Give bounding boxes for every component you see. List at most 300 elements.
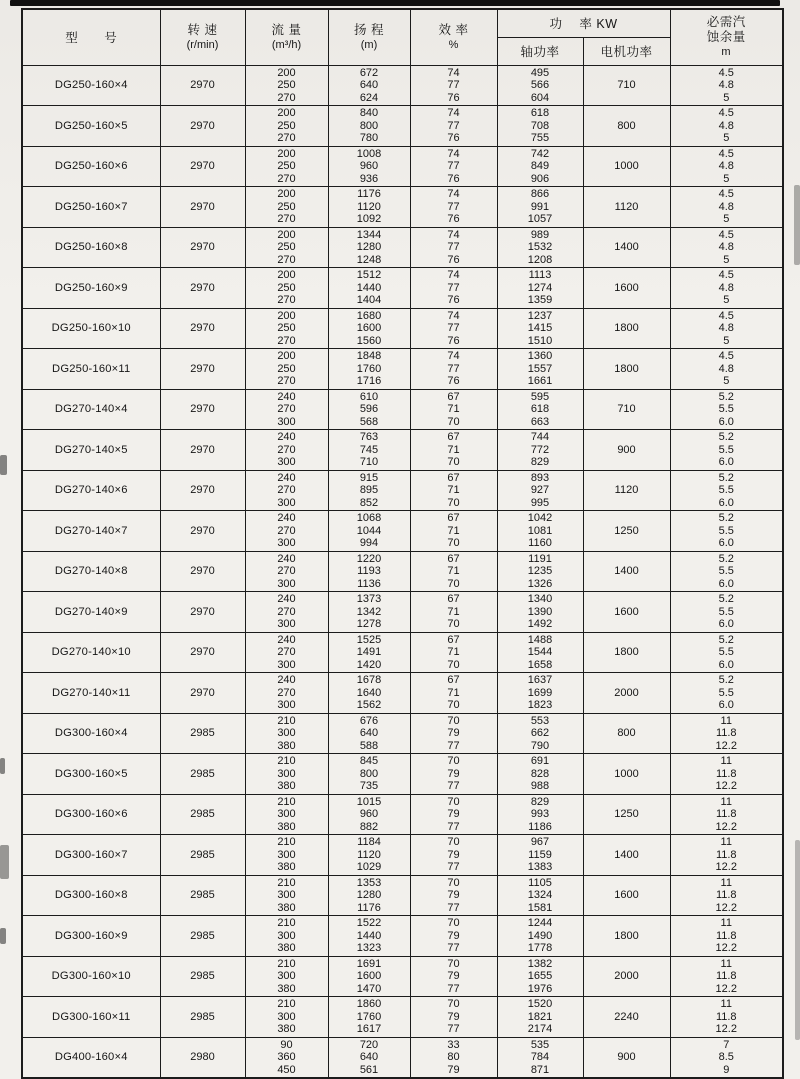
table-row: [22, 956, 783, 997]
shaft-value: 618: [530, 107, 550, 119]
shaft-value: 708: [530, 119, 550, 132]
eff-value: 33: [447, 1038, 460, 1051]
flow-value: 240: [277, 633, 296, 646]
table-row: [22, 511, 783, 552]
cell-npsh: [670, 835, 783, 876]
shaft-value: 2174: [527, 1023, 553, 1035]
shaft-value: 1557: [527, 362, 553, 375]
cell-speed: 2970: [160, 592, 245, 633]
header-head-label: 扬 程: [354, 22, 384, 37]
npsh-value: 4.5: [718, 107, 734, 119]
head-value: 1680: [356, 309, 382, 322]
shaft-value: 1490: [527, 929, 553, 942]
eff-value: 77: [447, 160, 460, 172]
cell-npsh: [670, 470, 783, 511]
npsh-value: 5.5: [718, 605, 734, 618]
cell-head: [328, 65, 410, 106]
eff-value: 76: [447, 253, 460, 266]
eff-value: 77: [447, 1023, 460, 1035]
head-value: 1678: [356, 674, 382, 686]
header-head-unit: (m): [360, 38, 378, 51]
eff-value: 77: [447, 241, 460, 253]
head-value: 1491: [356, 646, 382, 658]
cell-shaft-power: [497, 794, 583, 835]
head-value: 640: [359, 1051, 379, 1063]
npsh-value: 4.8: [718, 200, 734, 213]
cell-motor-power: 2240: [583, 997, 670, 1038]
cell-shaft-power: [497, 146, 583, 187]
cell-motor-power: 1800: [583, 349, 670, 390]
cell-speed: 2980: [160, 1037, 245, 1078]
flow-value: 270: [277, 484, 296, 496]
cell-speed: 2970: [160, 470, 245, 511]
npsh-value: 11: [720, 876, 732, 889]
npsh-value: 5.2: [718, 552, 734, 565]
eff-value: 70: [447, 456, 460, 468]
npsh-value: 4.5: [718, 269, 734, 281]
shaft-value: 1415: [527, 322, 553, 334]
head-value: 720: [359, 1038, 379, 1051]
header-shaft-power: [497, 37, 583, 65]
head-value: 800: [359, 119, 379, 132]
table-row: [22, 106, 783, 147]
table-row: [22, 673, 783, 714]
scan-artifact-smudge: [795, 840, 800, 1040]
eff-value: 70: [447, 795, 460, 808]
head-value: 840: [359, 107, 379, 119]
cell-npsh: [670, 713, 783, 754]
flow-value: 210: [277, 876, 296, 889]
head-value: 1184: [357, 836, 381, 848]
head-value: 1404: [356, 294, 382, 306]
head-value: 1440: [356, 281, 382, 294]
flow-value: 270: [277, 213, 296, 225]
header-model: [22, 9, 160, 65]
flow-value: 380: [277, 861, 296, 873]
cell-shaft-power: [497, 673, 583, 714]
head-value: 1353: [356, 876, 382, 889]
flow-value: 210: [277, 755, 296, 767]
cell-flow: [245, 268, 328, 309]
cell-efficiency: [410, 146, 497, 187]
eff-value: 70: [447, 699, 460, 711]
npsh-value: 5.2: [718, 431, 734, 443]
table-row: [22, 268, 783, 309]
head-value: 1008: [356, 147, 382, 160]
eff-value: 67: [447, 593, 460, 605]
cell-model: DG250-160×9: [22, 268, 160, 309]
flow-value: 90: [280, 1038, 293, 1051]
shaft-value: 1976: [527, 982, 553, 995]
eff-value: 79: [447, 1010, 460, 1023]
flow-value: 270: [277, 334, 296, 347]
head-value: 1522: [356, 917, 382, 929]
cell-shaft-power: [497, 713, 583, 754]
shaft-value: 1360: [527, 350, 553, 362]
header-flow-label: 流 量: [271, 22, 302, 37]
flow-value: 210: [277, 795, 296, 808]
cell-motor-power: 1400: [583, 835, 670, 876]
cell-model: DG250-160×11: [22, 349, 160, 390]
shaft-value: 1324: [527, 889, 553, 901]
eff-value: 70: [447, 496, 460, 509]
cell-npsh: [670, 268, 783, 309]
flow-value: 380: [277, 780, 296, 792]
flow-value: 200: [277, 107, 296, 119]
flow-value: 300: [277, 727, 296, 739]
cell-flow: [245, 227, 328, 268]
cell-speed: 2970: [160, 673, 245, 714]
head-value: 640: [359, 79, 379, 91]
cell-speed: 2970: [160, 511, 245, 552]
flow-value: 270: [277, 646, 296, 658]
shaft-value: 1492: [527, 618, 553, 630]
shaft-value: 989: [530, 228, 550, 241]
cell-head: [328, 835, 410, 876]
cell-flow: [245, 956, 328, 997]
cell-head: [328, 187, 410, 228]
shaft-value: 893: [530, 471, 550, 484]
eff-value: 74: [447, 147, 460, 160]
cell-head: [328, 551, 410, 592]
scan-artifact-smudge: [794, 185, 800, 265]
npsh-value: 12.2: [715, 982, 737, 995]
head-value: 1280: [356, 241, 382, 253]
flow-value: 200: [277, 228, 296, 241]
flow-value: 300: [277, 767, 296, 780]
npsh-value: 5: [723, 253, 730, 266]
head-value: 1560: [356, 334, 382, 347]
npsh-value: 6.0: [718, 537, 734, 549]
eff-value: 77: [447, 739, 460, 752]
cell-speed: 2970: [160, 187, 245, 228]
cell-speed: 2970: [160, 268, 245, 309]
flow-value: 300: [277, 929, 296, 942]
scan-artifact-smudge: [0, 928, 6, 944]
head-value: 1760: [356, 1010, 382, 1023]
header-head: [328, 9, 410, 65]
table-row: [22, 430, 783, 471]
eff-value: 70: [447, 714, 460, 727]
eff-value: 67: [447, 674, 460, 686]
cell-npsh: [670, 430, 783, 471]
cell-npsh: [670, 511, 783, 552]
shaft-value: 742: [530, 147, 550, 160]
cell-shaft-power: [497, 349, 583, 390]
cell-model: DG270-140×8: [22, 551, 160, 592]
head-value: 1068: [356, 512, 382, 524]
flow-value: 210: [277, 957, 296, 970]
cell-speed: 2985: [160, 956, 245, 997]
cell-flow: [245, 713, 328, 754]
table-row: [22, 349, 783, 390]
shaft-value: 1340: [527, 593, 553, 605]
eff-value: 71: [447, 686, 460, 699]
npsh-value: 4.5: [718, 350, 734, 362]
head-value: 1015: [356, 795, 382, 808]
cell-model: DG270-140×10: [22, 632, 160, 673]
npsh-value: 11: [720, 957, 732, 970]
cell-flow: [245, 632, 328, 673]
eff-value: 77: [447, 119, 460, 132]
npsh-value: 4.8: [718, 362, 734, 375]
head-value: 915: [359, 471, 379, 484]
head-value: 1193: [357, 565, 381, 577]
cell-head: [328, 997, 410, 1038]
npsh-value: 11: [720, 795, 732, 808]
cell-flow: [245, 916, 328, 957]
npsh-value: 5.5: [718, 484, 734, 496]
shaft-value: 535: [530, 1038, 550, 1051]
head-value: 1691: [356, 957, 382, 970]
cell-efficiency: [410, 511, 497, 552]
head-value: 672: [359, 66, 379, 79]
npsh-value: 5.5: [718, 403, 734, 415]
npsh-value: 5.2: [718, 512, 734, 524]
shaft-value: 828: [530, 767, 550, 780]
cell-efficiency: [410, 470, 497, 511]
eff-value: 70: [447, 957, 460, 970]
table-row: [22, 592, 783, 633]
head-value: 1342: [356, 605, 382, 618]
cell-flow: [245, 470, 328, 511]
eff-value: 71: [447, 524, 460, 537]
cell-motor-power: 800: [583, 106, 670, 147]
cell-motor-power: 1250: [583, 794, 670, 835]
cell-head: [328, 227, 410, 268]
cell-flow: [245, 754, 328, 795]
head-value: 1176: [357, 188, 381, 200]
npsh-value: 11: [720, 836, 732, 848]
cell-npsh: [670, 349, 783, 390]
cell-model: DG300-160×6: [22, 794, 160, 835]
flow-value: 210: [277, 917, 296, 929]
cell-flow: [245, 65, 328, 106]
cell-shaft-power: [497, 187, 583, 228]
flow-value: 300: [277, 1010, 296, 1023]
head-value: 1716: [356, 375, 382, 387]
eff-value: 79: [447, 727, 460, 739]
cell-flow: [245, 511, 328, 552]
cell-npsh: [670, 187, 783, 228]
npsh-value: 5: [723, 375, 730, 387]
header-npsh-line1: 必需汽: [706, 14, 746, 29]
cell-shaft-power: [497, 430, 583, 471]
eff-value: 71: [447, 565, 460, 577]
shaft-value: 1274: [527, 281, 553, 294]
shaft-value: 1191: [528, 552, 552, 565]
eff-value: 79: [447, 889, 460, 901]
npsh-value: 5: [723, 172, 730, 185]
npsh-value: 4.5: [718, 147, 734, 160]
shaft-value: 995: [530, 496, 550, 509]
cell-model: DG300-160×4: [22, 713, 160, 754]
shaft-value: 993: [530, 808, 550, 820]
eff-value: 70: [447, 415, 460, 428]
shaft-value: 1510: [527, 334, 553, 347]
cell-motor-power: 1250: [583, 511, 670, 552]
cell-model: DG250-160×4: [22, 65, 160, 106]
eff-value: 70: [447, 998, 460, 1010]
table-row: [22, 997, 783, 1038]
header-speed-unit: (r/min): [186, 38, 219, 51]
eff-value: 79: [447, 848, 460, 861]
cell-model: DG300-160×11: [22, 997, 160, 1038]
eff-value: 79: [447, 929, 460, 942]
eff-value: 79: [447, 767, 460, 780]
npsh-value: 6.0: [718, 415, 734, 428]
shaft-value: 663: [530, 415, 550, 428]
cell-head: [328, 713, 410, 754]
head-value: 1136: [357, 577, 381, 590]
npsh-value: 7: [723, 1038, 730, 1051]
cell-model: DG300-160×8: [22, 875, 160, 916]
head-value: 960: [359, 160, 379, 172]
cell-flow: [245, 146, 328, 187]
cell-npsh: [670, 592, 783, 633]
cell-motor-power: 1400: [583, 227, 670, 268]
eff-value: 74: [447, 66, 460, 79]
cell-efficiency: [410, 673, 497, 714]
shaft-value: 618: [530, 403, 550, 415]
npsh-value: 6.0: [718, 618, 734, 630]
cell-efficiency: [410, 268, 497, 309]
npsh-value: 9: [723, 1063, 730, 1076]
eff-value: 67: [447, 633, 460, 646]
cell-speed: 2970: [160, 430, 245, 471]
cell-head: [328, 268, 410, 309]
cell-motor-power: 1000: [583, 146, 670, 187]
flow-value: 300: [277, 577, 296, 590]
npsh-value: 12.2: [715, 1023, 737, 1035]
npsh-value: 5.2: [718, 593, 734, 605]
cell-speed: 2985: [160, 754, 245, 795]
cell-flow: [245, 430, 328, 471]
head-value: 1344: [356, 228, 382, 241]
flow-value: 250: [277, 200, 296, 213]
shaft-value: 1821: [527, 1010, 553, 1023]
head-value: 1640: [356, 686, 382, 699]
cell-flow: [245, 997, 328, 1038]
head-value: 1860: [356, 998, 382, 1010]
header-flow: [245, 9, 328, 65]
eff-value: 79: [447, 970, 460, 982]
cell-speed: 2970: [160, 389, 245, 430]
shaft-value: 1544: [527, 646, 553, 658]
npsh-value: 4.8: [718, 160, 734, 172]
eff-value: 80: [447, 1051, 460, 1063]
cell-npsh: [670, 997, 783, 1038]
cell-flow: [245, 551, 328, 592]
table-row: [22, 389, 783, 430]
shaft-value: 553: [530, 714, 550, 727]
shaft-value: 1042: [527, 512, 553, 524]
eff-value: 77: [447, 79, 460, 91]
shaft-value: 1581: [527, 901, 553, 914]
cell-shaft-power: [497, 997, 583, 1038]
head-value: 1617: [356, 1023, 382, 1035]
flow-value: 200: [277, 269, 296, 281]
shaft-value: 495: [530, 66, 550, 79]
cell-efficiency: [410, 632, 497, 673]
npsh-value: 12.2: [715, 820, 737, 833]
cell-speed: 2985: [160, 916, 245, 957]
cell-shaft-power: [497, 308, 583, 349]
cell-efficiency: [410, 754, 497, 795]
flow-value: 270: [277, 91, 296, 104]
head-value: 596: [359, 403, 379, 415]
eff-value: 79: [447, 1063, 460, 1076]
cell-model: DG270-140×6: [22, 470, 160, 511]
cell-flow: [245, 187, 328, 228]
eff-value: 76: [447, 132, 460, 144]
npsh-value: 12.2: [715, 780, 737, 792]
npsh-value: 6.0: [718, 577, 734, 590]
head-value: 1120: [357, 848, 381, 861]
shaft-value: 866: [530, 188, 550, 200]
cell-head: [328, 470, 410, 511]
eff-value: 77: [447, 901, 460, 914]
shaft-value: 1244: [527, 917, 553, 929]
flow-value: 300: [277, 658, 296, 671]
flow-value: 240: [277, 471, 296, 484]
npsh-value: 11.8: [715, 1010, 737, 1023]
cell-efficiency: [410, 713, 497, 754]
cell-shaft-power: [497, 875, 583, 916]
header-npsh-unit: m: [721, 45, 732, 58]
head-value: 1600: [356, 322, 382, 334]
flow-value: 300: [277, 970, 296, 982]
cell-motor-power: 800: [583, 713, 670, 754]
shaft-value: 662: [530, 727, 550, 739]
shaft-value: 829: [530, 456, 550, 468]
eff-value: 67: [447, 512, 460, 524]
npsh-value: 5.2: [718, 390, 734, 403]
cell-npsh: [670, 754, 783, 795]
head-value: 852: [359, 496, 379, 509]
cell-model: DG400-160×4: [22, 1037, 160, 1078]
npsh-value: 5: [723, 213, 730, 225]
cell-speed: 2970: [160, 551, 245, 592]
npsh-value: 5: [723, 132, 730, 144]
cell-motor-power: 1120: [583, 187, 670, 228]
cell-npsh: [670, 1037, 783, 1078]
cell-flow: [245, 835, 328, 876]
cell-speed: 2970: [160, 308, 245, 349]
shaft-value: 1113: [528, 269, 552, 281]
head-value: 936: [359, 172, 379, 185]
table-row: [22, 1037, 783, 1078]
head-value: 845: [359, 755, 379, 767]
cell-head: [328, 754, 410, 795]
cell-efficiency: [410, 1037, 497, 1078]
eff-value: 77: [447, 942, 460, 954]
head-value: 763: [359, 431, 379, 443]
head-value: 1420: [356, 658, 382, 671]
scan-artifact-top-bar: [10, 0, 780, 6]
cell-shaft-power: [497, 511, 583, 552]
cell-motor-power: 1600: [583, 875, 670, 916]
eff-value: 77: [447, 200, 460, 213]
cell-efficiency: [410, 997, 497, 1038]
cell-motor-power: 1800: [583, 916, 670, 957]
flow-value: 270: [277, 605, 296, 618]
cell-head: [328, 511, 410, 552]
eff-value: 76: [447, 172, 460, 185]
npsh-value: 11.8: [715, 767, 737, 780]
cell-shaft-power: [497, 268, 583, 309]
cell-model: DG270-140×11: [22, 673, 160, 714]
